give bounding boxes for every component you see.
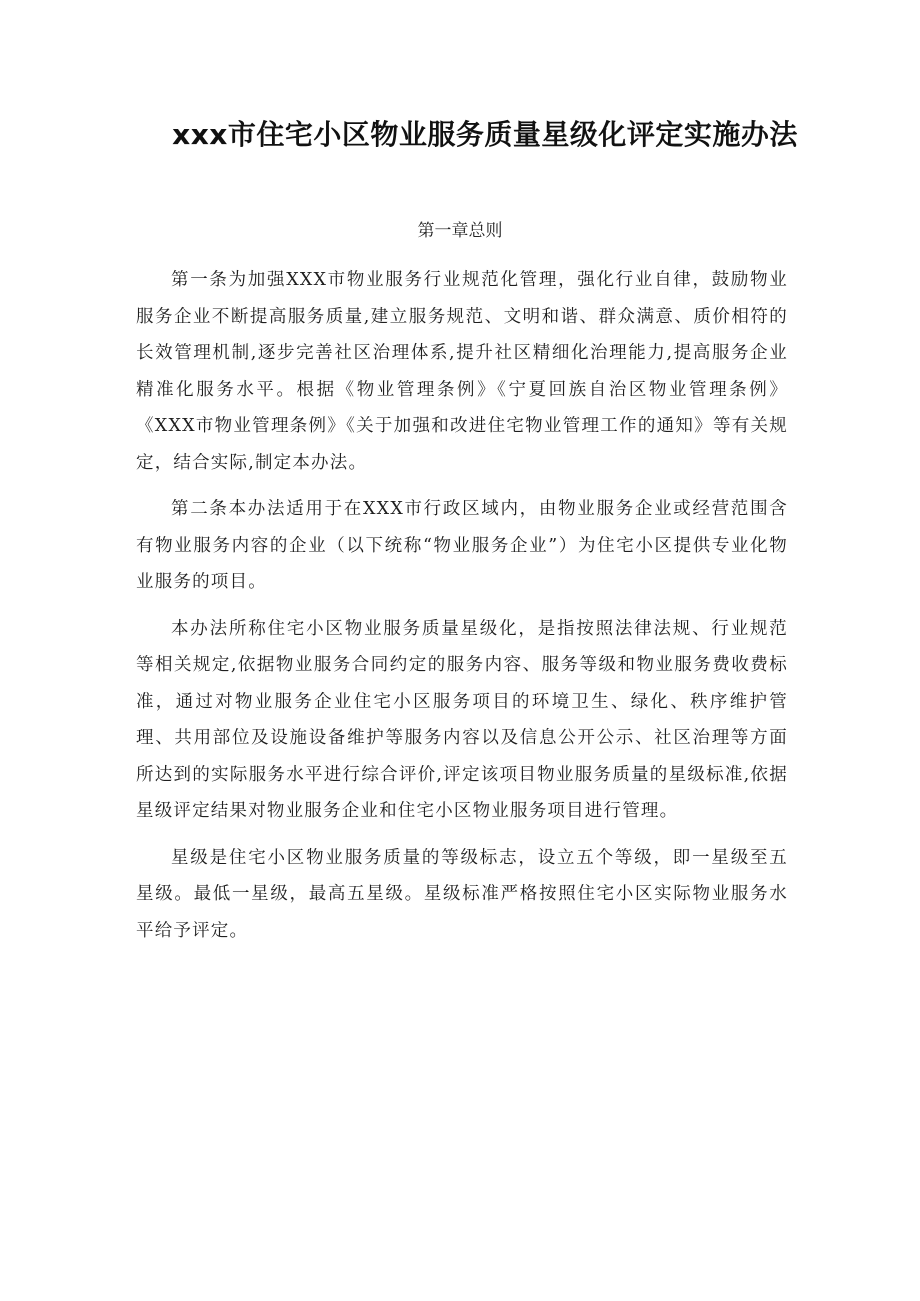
paragraph-article-1: 第一条为加强XXX市物业服务行业规范化管理，强化行业自律，鼓励物业服务企业不断提高服务质量,建立服务规范、文明和谐、群众满意、质价相符的长效管理机制,逐步完善社区治理体系,提升社区精细化治理能力,提高服务企业精准化服务水平。根据《物业管理条例》《宁夏回族自治区物业管理条例》《XXX市物业管理条例》《关于加强和改进住宅物业管理工作的通知》等有关规定，结合实际,制定本办法。 (136, 270, 788, 473)
document-title: xxx市住宅小区物业服务质量星级化评定实施办法 (172, 118, 798, 151)
document-body (136, 262, 788, 959)
paragraph-definition: 本办法所称住宅小区物业服务质量星级化，是指按照法律法规、行业规范等相关规定,依据物业服务合同约定的服务内容、服务等级和物业服务费收费标准，通过对物业服务企业住宅小区服务项目的环境卫生、绿化、秩序维护管理、共用部位及设施设备维护等服务内容以及信息公开公示、社区治理等方面所达到的实际服务水平进行综合评价,评定该项目物业服务质量的星级标准,依据星级评定结果对物业服务企业和住宅小区物业服务项目进行管理。 (136, 618, 788, 821)
chapter-heading: 第一章总则 (417, 221, 503, 241)
paragraph-star-levels: 星级是住宅小区物业服务质量的等级标志，设立五个等级，即一星级至五星级。最低一星级，最高五星级。星级标准严格按照住宅小区实际物业服务水平给予评定。 (136, 847, 788, 941)
paragraph-article-2: 第二条本办法适用于在XXX市行政区域内，由物业服务企业或经营范围含有物业服务内容的企业（以下统称“物业服务企业”）为住宅小区提供专业化物业服务的项目。 (136, 499, 788, 592)
